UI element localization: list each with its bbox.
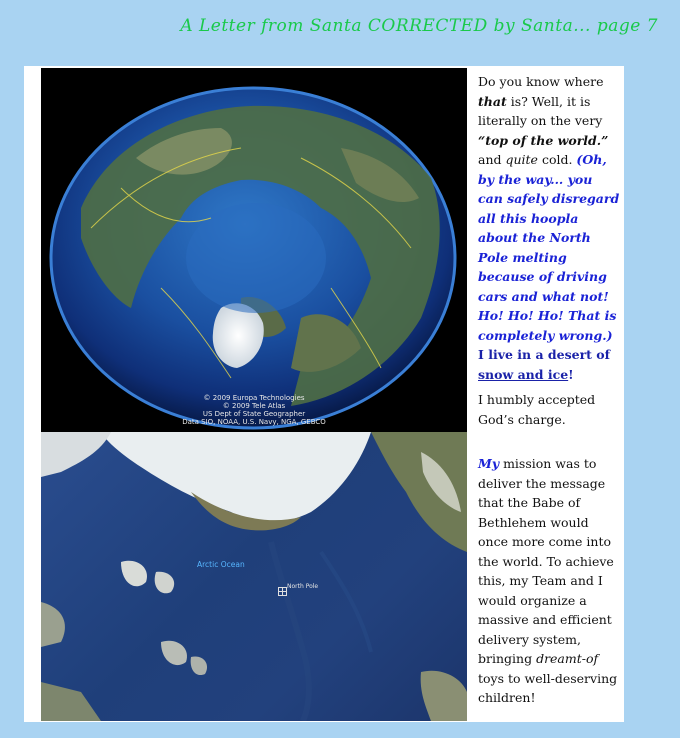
earth-globe-graphic: [41, 68, 467, 432]
text-run: I humbly accepted God’s charge.: [478, 392, 596, 427]
page-title: A Letter from Santa CORRECTED by Santa... page 7: [180, 16, 658, 36]
text-emphasis: that: [478, 93, 507, 109]
north-pole-map-image: [41, 432, 467, 721]
text-run: is? Well, it is literally on the very: [478, 93, 603, 128]
text-emphasis: My: [478, 456, 500, 471]
paragraph-accepted-charge: [478, 390, 620, 429]
header-band: [0, 0, 680, 66]
text-run: Do you know where: [478, 74, 604, 89]
text-run: toys to well-deserving children!: [478, 670, 618, 705]
arctic-ocean-label: Arctic Ocean: [197, 560, 245, 569]
map-credits: [41, 394, 467, 426]
snow-and-ice-link[interactable]: snow and ice: [478, 366, 569, 382]
text-italic: quite: [505, 152, 538, 167]
paragraph-mission: [478, 454, 620, 708]
text-bold: !: [568, 366, 574, 382]
text-run: and: [478, 152, 506, 167]
credit-line: © 2009 Europa Technologies: [203, 394, 305, 402]
north-pole-marker-icon: [278, 587, 287, 596]
text-run: cold.: [537, 152, 577, 167]
text-run: mission was to deliver the message that the Babe of Bethlehem would once more come into the world. To achieve this, my Team and I would organize a massive and efficient delivery system, bringing: [478, 456, 614, 666]
credit-line: US Dept of State Geographer: [202, 410, 306, 418]
text-bold: I live in a desert of: [478, 347, 611, 362]
globe-image: [41, 68, 467, 432]
credit-line: Data SIO, NOAA, U.S. Navy, NGA, GEBCO: [182, 418, 326, 426]
paragraph-top-of-world: [478, 72, 620, 384]
text-quote: “top of the world.”: [478, 132, 609, 148]
credit-line: © 2009 Tele Atlas: [222, 402, 286, 410]
text-italic: dreamt-of: [536, 651, 599, 666]
santa-correction-note: (Oh, by the way... you can safely disregard all this hoopla about the North Pole melting because of driving cars and what not! Ho! Ho! Ho! That is completely wrong.): [478, 152, 620, 343]
arctic-map-graphic: [41, 432, 467, 721]
north-pole-label: North Pole: [287, 583, 319, 590]
